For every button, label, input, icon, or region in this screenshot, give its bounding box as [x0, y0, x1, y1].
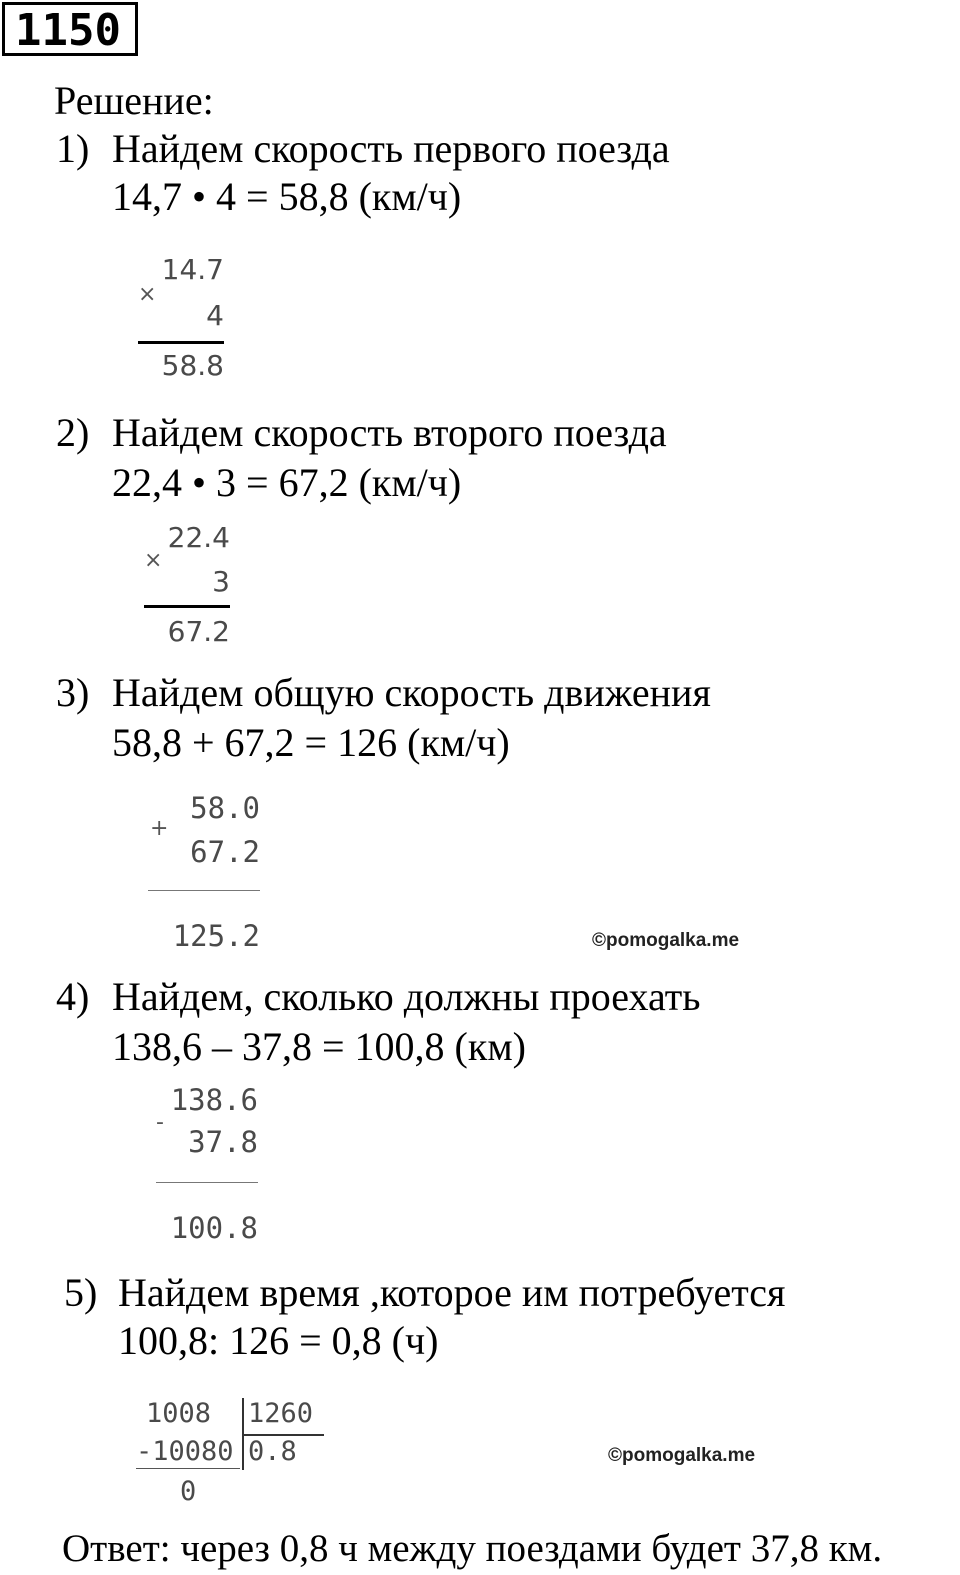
column-bottom: 4 [206, 299, 224, 332]
step-3-index: 3) [56, 670, 90, 715]
column-bottom: 37.8 [188, 1125, 258, 1159]
subtraction-rule [136, 1468, 240, 1469]
column-rule [138, 341, 224, 344]
division-remainder: 0 [180, 1476, 197, 1507]
step-4-expression: 138,6 – 37,8 = 100,8 (км) [112, 1024, 526, 1069]
step-2-index: 2) [56, 410, 90, 455]
multiply-operator: × [138, 282, 157, 307]
step-1-expression: 14,7 • 4 = 58,8 (км/ч) [112, 174, 462, 219]
division-dividend: 1008 [146, 1398, 212, 1429]
step-2-title: Найдем скорость второго поезда [112, 410, 667, 455]
problem-number-box [2, 2, 138, 56]
column-top: 22.4 [167, 521, 230, 554]
column-bottom: 67.2 [190, 835, 260, 869]
step-3-title: Найдем общую скорость движения [112, 670, 711, 715]
step-5-index: 5) [64, 1270, 98, 1315]
watermark: ©pomogalka.me [592, 930, 740, 951]
step-1-title: Найдем скорость первого поезда [112, 126, 670, 171]
multiply-operator: × [144, 548, 163, 573]
step-4-index: 4) [56, 974, 90, 1019]
division-quotient: 0.8 [248, 1436, 297, 1467]
step-5-expression: 100,8: 126 = 0,8 (ч) [118, 1318, 439, 1363]
division-divisor: 1260 [248, 1398, 314, 1429]
step-5-title: Найдем время ,которое им потребуется [118, 1270, 786, 1315]
step-2-expression: 22,4 • 3 = 67,2 (км/ч) [112, 460, 462, 505]
column-rule [148, 890, 260, 891]
minus-operator: - [156, 1110, 164, 1135]
column-result: 58.8 [161, 349, 224, 382]
step-4-title: Найдем, сколько должны проехать [112, 974, 701, 1019]
step-1-index: 1) [56, 126, 90, 171]
answer: Ответ: через 0,8 ч между поездами будет 37,8 км. [62, 1527, 883, 1570]
division-subtrahend: -10080 [136, 1436, 234, 1467]
column-bottom: 3 [212, 565, 230, 598]
division-quotient-bar [242, 1434, 324, 1436]
column-rule [144, 605, 230, 608]
watermark: ©pomogalka.me [608, 1445, 756, 1466]
column-top: 138.6 [170, 1083, 258, 1117]
solution-heading: Решение: [54, 78, 214, 123]
column-rule [156, 1182, 258, 1183]
column-result: 125.2 [172, 919, 260, 953]
column-result: 67.2 [167, 615, 230, 648]
column-result: 100.8 [170, 1211, 258, 1245]
plus-operator: + [150, 816, 169, 841]
column-top: 58.0 [190, 791, 260, 825]
column-top: 14.7 [161, 253, 224, 286]
step-3-expression: 58,8 + 67,2 = 126 (км/ч) [112, 720, 510, 765]
problem-number: 1150 [15, 5, 121, 56]
